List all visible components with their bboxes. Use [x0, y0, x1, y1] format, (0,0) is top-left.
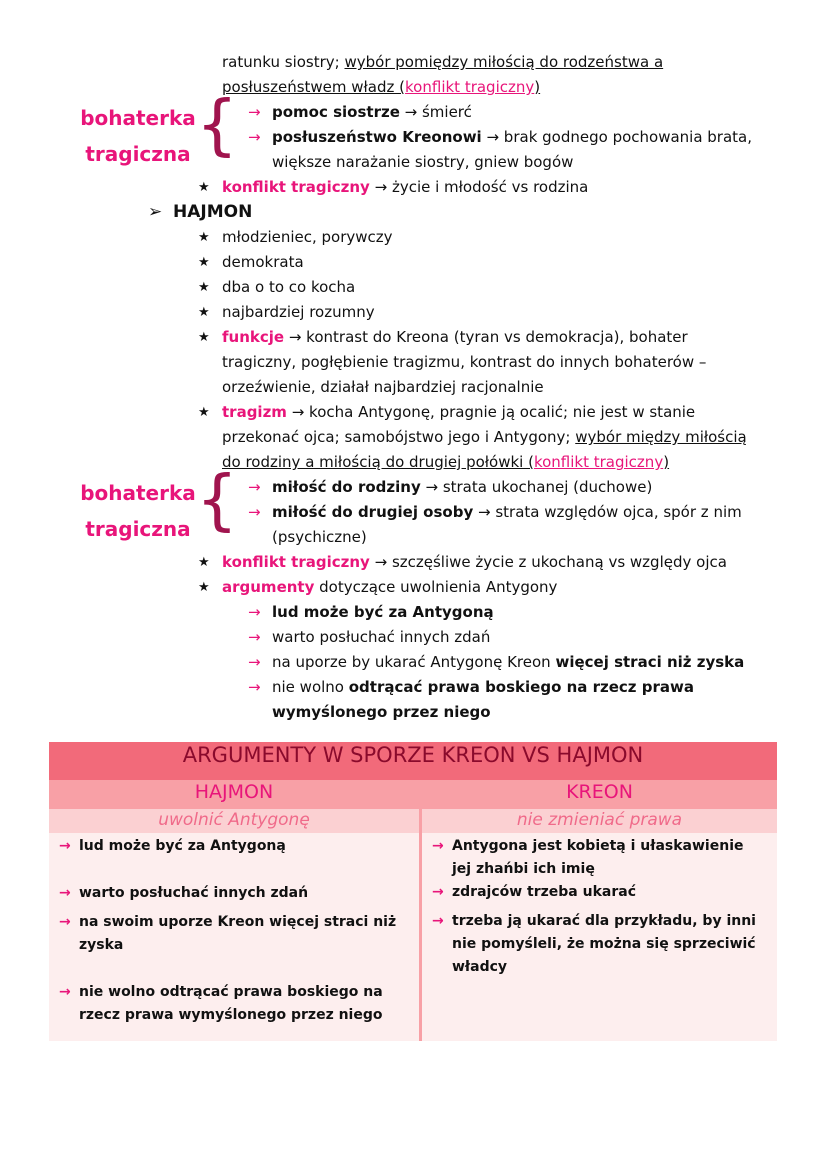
text-segment: wybór między miłością — [575, 428, 747, 446]
arguments-table — [49, 742, 777, 1041]
line-text — [222, 325, 688, 350]
line-text — [222, 250, 304, 275]
text-segment: miłość do drugiej osoby — [272, 503, 474, 521]
text-segment: wybór pomiędzy miłością do rodzeństwa a — [344, 53, 664, 71]
text-line — [0, 425, 828, 450]
line-text — [222, 50, 663, 75]
text-segment: dotyczące uwolnienia Antygony — [314, 578, 558, 596]
text-line — [0, 200, 828, 225]
star-bullet-icon: ★ — [198, 405, 210, 420]
arrow-icon: → — [59, 914, 71, 930]
argument-text: warto posłuchać innych zdań — [79, 885, 309, 901]
text-segment: do rodziny a miłością do drugiej połówki ( — [222, 453, 534, 471]
line-text — [222, 375, 544, 400]
text-line — [0, 375, 828, 400]
argument-item — [59, 911, 409, 957]
text-segment: tragizm — [222, 403, 287, 421]
text-line — [0, 625, 828, 650]
text-segment: wymyślonego przez niego — [272, 703, 491, 721]
text-line — [0, 50, 828, 75]
text-line — [0, 325, 828, 350]
text-line — [0, 450, 828, 475]
line-text — [222, 450, 669, 475]
arrowhead-bullet-icon: ➢ — [148, 202, 163, 222]
arrow-icon: → — [248, 103, 261, 121]
text-segment: większe narażanie siostry, gniew bogów — [272, 153, 574, 171]
text-line — [0, 100, 828, 125]
text-line — [0, 75, 828, 100]
star-bullet-icon: ★ — [198, 230, 210, 245]
text-segment: konflikt tragiczny — [533, 453, 664, 471]
document-body — [0, 50, 828, 725]
table-title: ARGUMENTY W SPORZE KREON VS HAJMON — [49, 742, 777, 780]
line-text — [222, 350, 706, 375]
line-text — [222, 225, 393, 250]
kreon-goal: nie zmieniać prawa — [421, 809, 778, 833]
star-bullet-icon: ★ — [198, 580, 210, 595]
text-line — [0, 600, 828, 625]
argument-text: trzeba ją ukarać dla przykładu, by inni nie pomyśleli, że można się sprzeciwić władcy — [452, 913, 756, 975]
text-segment: → śmierć — [399, 103, 472, 121]
argument-item — [432, 910, 767, 979]
argument-text: nie wolno odtrącać prawa boskiego na rzecz prawa wymyślonego przez niego — [79, 984, 383, 1023]
text-segment: (psychiczne) — [272, 528, 367, 546]
argument-item — [432, 835, 767, 881]
line-text — [222, 275, 355, 300]
text-line — [0, 525, 828, 550]
text-segment: ) — [663, 453, 670, 471]
text-line — [0, 575, 828, 600]
arrow-icon: → — [248, 478, 261, 496]
text-segment: na uporze by ukarać Antygonę Kreon — [272, 653, 556, 671]
star-bullet-icon: ★ — [198, 255, 210, 270]
arrow-icon: → — [432, 884, 444, 900]
line-text — [222, 400, 695, 425]
arrow-icon: → — [248, 503, 261, 521]
line-text — [272, 475, 652, 500]
arrow-icon: → — [248, 678, 261, 696]
line-text — [222, 175, 588, 200]
line-text — [272, 125, 752, 150]
text-line — [0, 125, 828, 150]
text-segment: odtrącać prawa boskiego na rzecz prawa — [348, 678, 694, 696]
line-text — [222, 550, 727, 575]
argument-text: Antygona jest kobietą i ułaskawienie jej zhańbi ich imię — [452, 838, 744, 877]
text-segment: ratunku siostry; — [222, 53, 345, 71]
argument-item — [59, 981, 409, 1027]
line-text — [222, 425, 747, 450]
line-text — [222, 575, 557, 600]
text-segment: funkcje — [222, 328, 285, 346]
text-line — [0, 500, 828, 525]
text-segment: → szczęśliwe życie z ukochaną vs względy ojca — [369, 553, 727, 571]
column-hajmon: HAJMON — [49, 780, 421, 809]
text-segment: młodzieniec, porywczy — [222, 228, 393, 246]
text-segment: tragiczny, pogłębienie tragizmu, kontrast do innych bohaterów – — [222, 353, 707, 371]
line-text — [272, 150, 573, 175]
hajmon-goal: uwolnić Antygonę — [49, 809, 421, 833]
text-line — [0, 150, 828, 175]
text-line — [0, 275, 828, 300]
text-segment: konflikt tragiczny — [222, 553, 370, 571]
argument-item — [432, 881, 767, 904]
line-text — [222, 75, 540, 100]
arrow-icon: → — [59, 984, 71, 1000]
text-segment: → strata ukochanej (duchowe) — [420, 478, 653, 496]
line-text — [272, 100, 472, 125]
star-bullet-icon: ★ — [198, 280, 210, 295]
text-segment: nie wolno — [272, 678, 349, 696]
text-segment: → strata względów ojca, spór z nim — [473, 503, 742, 521]
text-segment: dba o to co kocha — [222, 278, 356, 296]
text-segment: argumenty — [222, 578, 315, 596]
line-text — [272, 700, 491, 725]
line-text — [222, 300, 375, 325]
arrow-icon: → — [59, 838, 71, 854]
star-bullet-icon: ★ — [198, 555, 210, 570]
line-text — [173, 200, 252, 225]
text-segment: posłuszeństwo Kreonowi — [272, 128, 482, 146]
arrow-icon: → — [432, 838, 444, 854]
brace-label-line: tragiczna — [85, 517, 191, 541]
text-segment: orzeźwienie, działał najbardziej racjonalnie — [222, 378, 544, 396]
star-bullet-icon: ★ — [198, 305, 210, 320]
text-segment: lud może być za Antygoną — [272, 603, 494, 621]
text-segment: demokrata — [222, 253, 304, 271]
text-line — [0, 650, 828, 675]
curly-brace-icon: { — [196, 86, 238, 163]
text-line — [0, 250, 828, 275]
text-segment: → kontrast do Kreona (tyran vs demokracja), bohater — [284, 328, 688, 346]
text-line — [0, 675, 828, 700]
line-text — [272, 625, 490, 650]
hajmon-arguments — [49, 833, 421, 1041]
star-bullet-icon: ★ — [198, 180, 210, 195]
text-segment: pomoc siostrze — [272, 103, 400, 121]
arrow-icon: → — [432, 913, 444, 929]
text-line — [0, 175, 828, 200]
brace-label-line: tragiczna — [85, 142, 191, 166]
text-segment: więcej straci niż zyska — [555, 653, 745, 671]
text-segment: przekonać ojca; samobójstwo jego i Antygony; — [222, 428, 576, 446]
text-segment: posłuszeństwem władz ( — [222, 78, 406, 96]
text-segment: warto posłuchać innych zdań — [272, 628, 491, 646]
text-segment: → brak godnego pochowania brata, — [481, 128, 753, 146]
curly-brace-icon: { — [196, 461, 238, 538]
line-text — [272, 650, 744, 675]
text-segment: HAJMON — [173, 202, 253, 222]
text-line — [0, 225, 828, 250]
text-segment: ) — [534, 78, 541, 96]
arrow-icon: → — [248, 628, 261, 646]
kreon-arguments — [421, 833, 778, 1041]
line-text — [272, 525, 367, 550]
text-segment: konflikt tragiczny — [405, 78, 535, 96]
text-line — [0, 400, 828, 425]
text-line — [0, 550, 828, 575]
argument-text: lud może być za Antygoną — [79, 838, 286, 854]
argument-text: zdrajców trzeba ukarać — [452, 884, 637, 900]
argument-item — [59, 882, 409, 905]
arrow-icon: → — [248, 603, 261, 621]
text-segment: → kocha Antygonę, pragnie ją ocalić; nie jest w stanie — [286, 403, 696, 421]
line-text — [272, 600, 494, 625]
text-segment: → życie i młodość vs rodzina — [369, 178, 589, 196]
argument-item — [59, 835, 409, 858]
brace-label-line: bohaterka — [80, 481, 196, 505]
argument-text: na swoim uporze Kreon więcej straci niż zyska — [79, 914, 397, 953]
text-line — [0, 350, 828, 375]
column-kreon: KREON — [421, 780, 778, 809]
arrow-icon: → — [248, 653, 261, 671]
text-line — [0, 475, 828, 500]
text-segment: najbardziej rozumny — [222, 303, 375, 321]
arrow-icon: → — [59, 885, 71, 901]
line-text — [272, 675, 694, 700]
text-line — [0, 700, 828, 725]
text-segment: konflikt tragiczny — [222, 178, 370, 196]
text-segment: miłość do rodziny — [272, 478, 421, 496]
star-bullet-icon: ★ — [198, 330, 210, 345]
text-line — [0, 300, 828, 325]
line-text — [272, 500, 742, 525]
brace-label-line: bohaterka — [80, 106, 196, 130]
arrow-icon: → — [248, 128, 261, 146]
